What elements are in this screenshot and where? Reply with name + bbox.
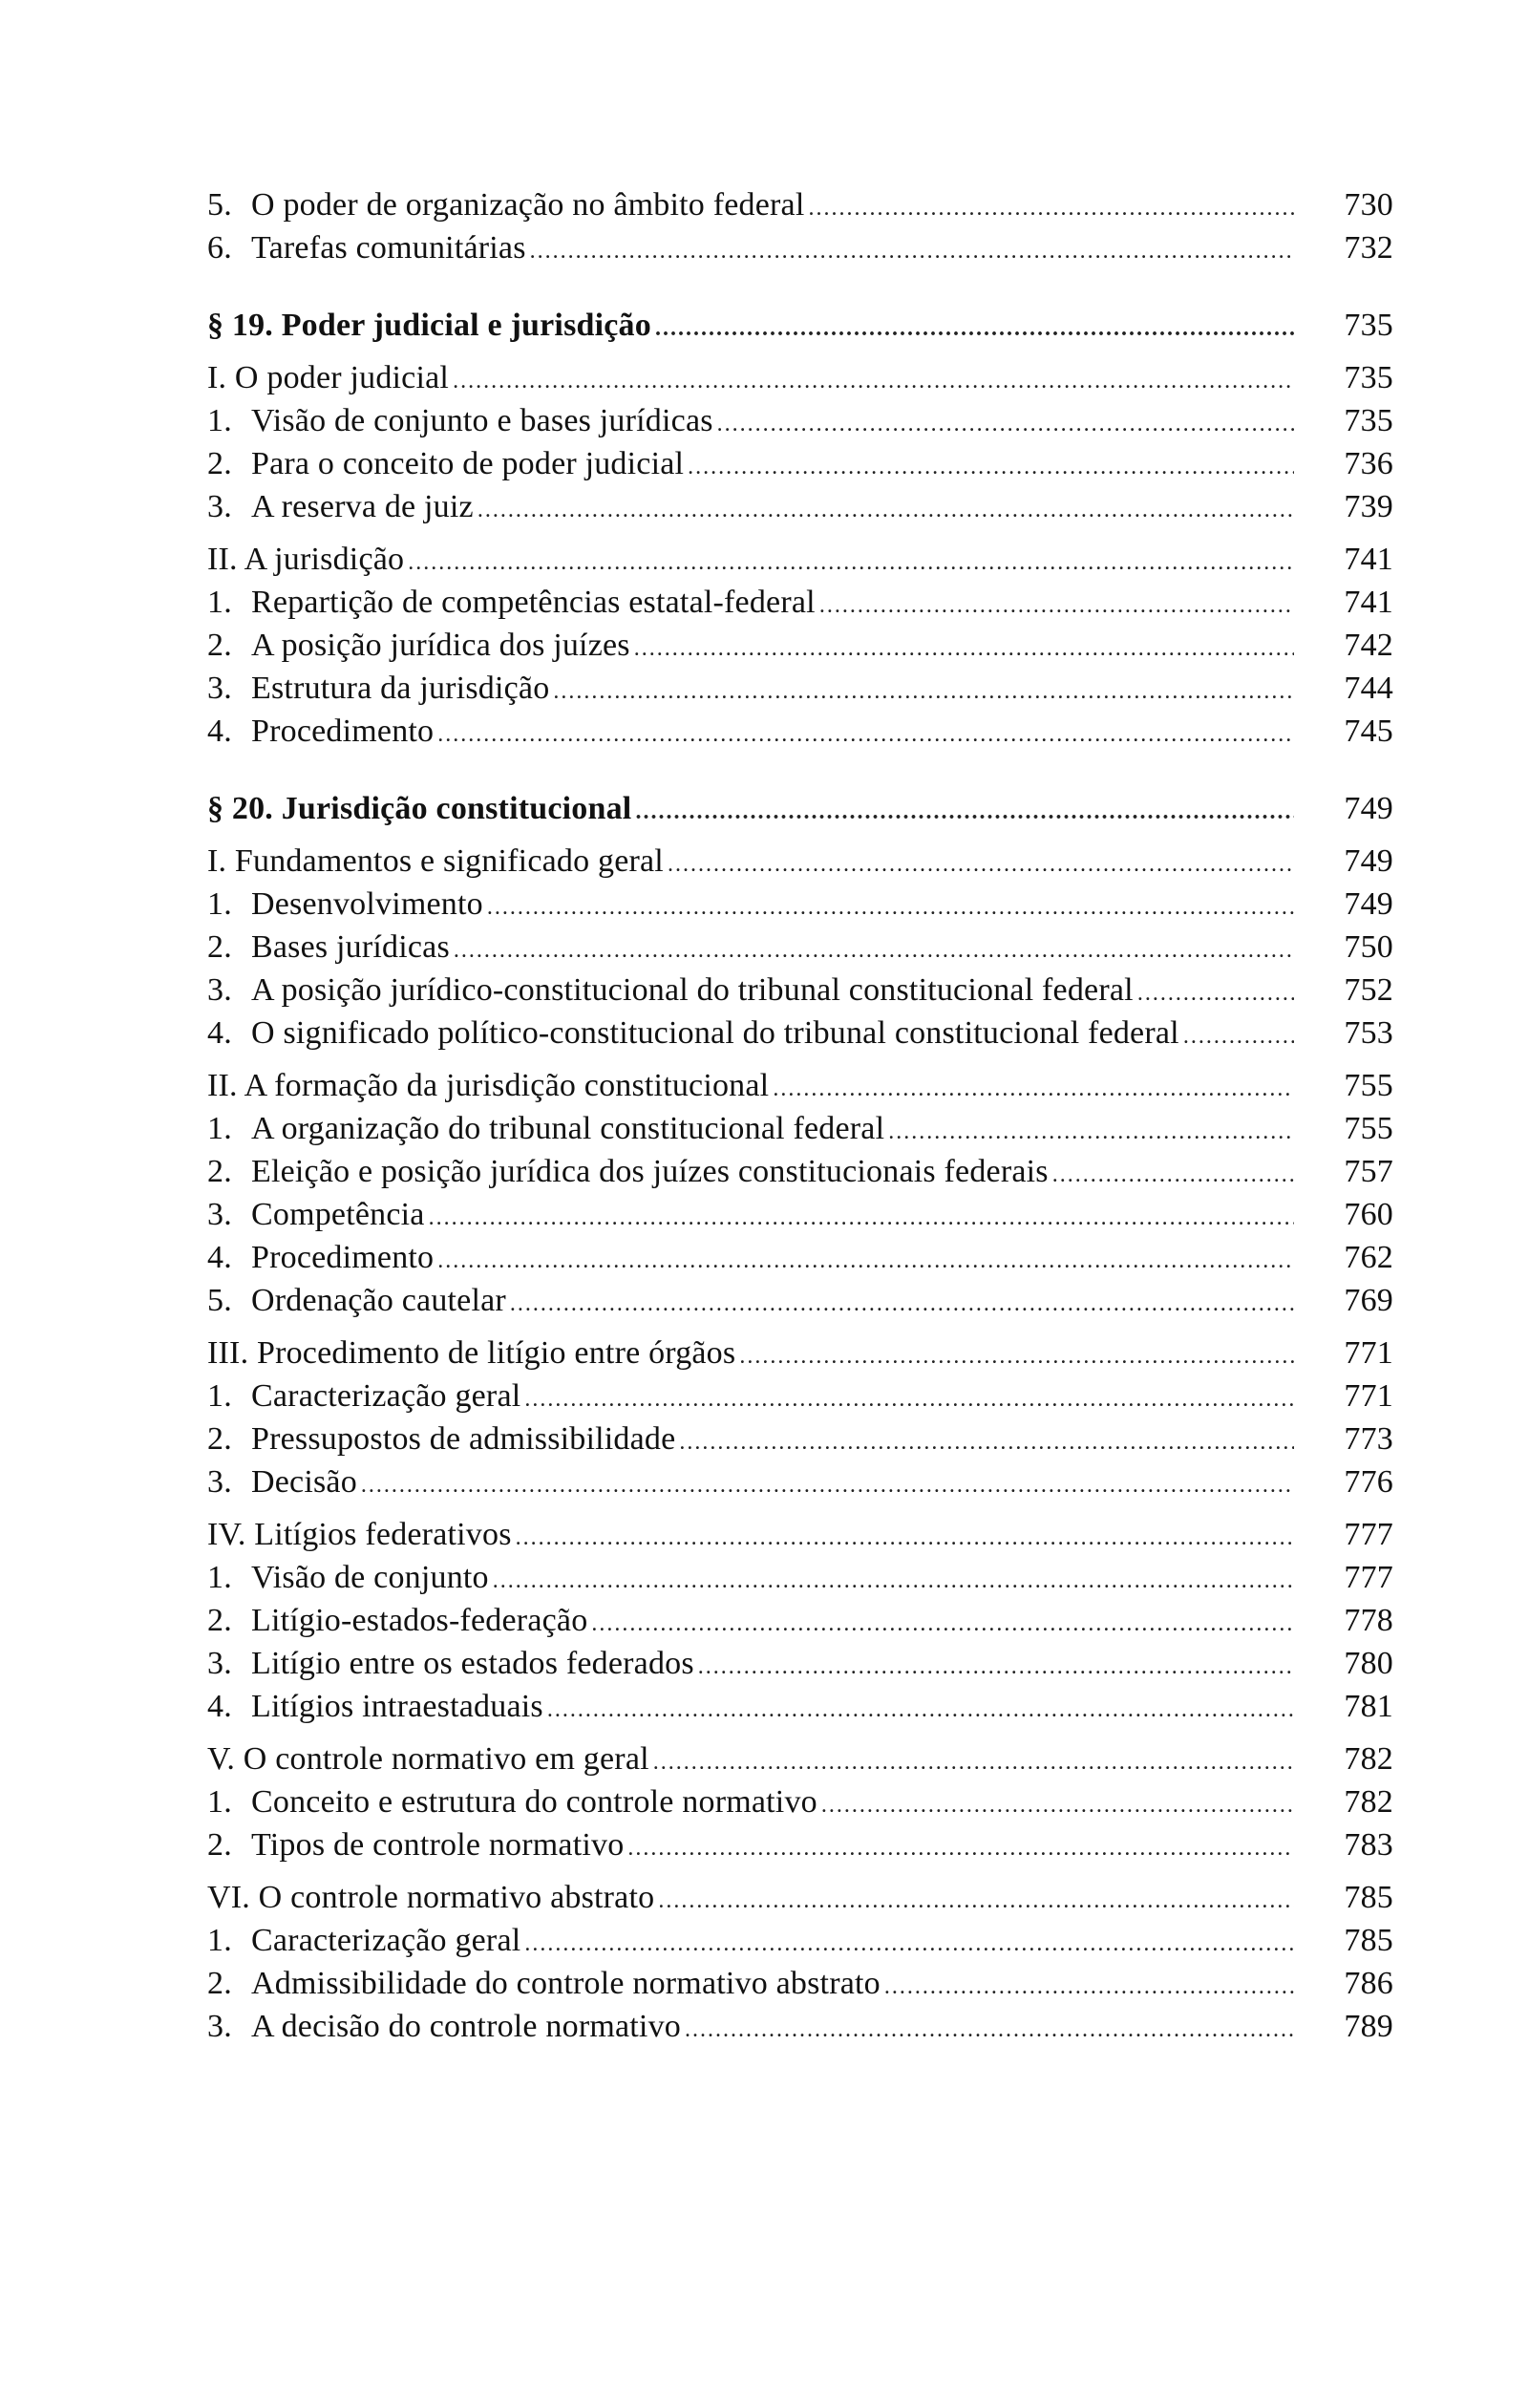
toc-group-title	[207, 538, 1393, 581]
toc-entry-number: 6.	[207, 230, 232, 266]
toc-entry-number: 1.	[207, 886, 232, 922]
toc-entry-number: 4.	[207, 714, 232, 749]
toc-entry-page: 744	[1344, 671, 1393, 706]
section-heading-20	[207, 787, 1393, 830]
dot-leader	[516, 1517, 1294, 1560]
toc-entry-number: 2.	[207, 929, 232, 965]
toc-entry-number: 5.	[207, 1283, 232, 1318]
dot-leader	[408, 542, 1294, 585]
toc-entry	[207, 1642, 1393, 1685]
toc-entry-number: 3.	[207, 1646, 232, 1681]
toc-entry-title: Litígios intraestaduais	[251, 1689, 543, 1724]
toc-entry-number: 1.	[207, 1560, 232, 1595]
group-title: V. O controle normativo em geral	[207, 1741, 649, 1777]
toc-entry-number: 3.	[207, 972, 232, 1008]
toc-entry	[207, 1193, 1393, 1236]
section-heading-19	[207, 304, 1393, 347]
toc-entry-title: Estrutura da jurisdição	[251, 671, 550, 706]
toc-entry-page: 786	[1344, 1966, 1393, 2001]
toc-entry-title: Caracterização geral	[251, 1923, 521, 1958]
dot-leader	[821, 1784, 1294, 1827]
toc-entry	[207, 1107, 1393, 1150]
toc-entry	[207, 226, 1393, 269]
toc-entry-page: 730	[1344, 187, 1393, 223]
toc-entry-page: 777	[1344, 1560, 1393, 1595]
toc-entry	[207, 1150, 1393, 1193]
group-page: 755	[1344, 1068, 1393, 1103]
toc-entry	[207, 1919, 1393, 1962]
group-page: 777	[1344, 1517, 1393, 1552]
toc-entry-page: 755	[1344, 1111, 1393, 1146]
toc-entry-title: A posição jurídico-constitucional do tribunal constitucional federal	[251, 972, 1134, 1008]
toc-entry-page: 742	[1344, 628, 1393, 663]
dot-leader	[524, 1923, 1294, 1966]
toc-entry-page: 739	[1344, 489, 1393, 524]
dot-leader	[524, 1378, 1294, 1421]
group-title: I. Fundamentos e significado geral	[207, 843, 664, 879]
toc-entry-number: 2.	[207, 1421, 232, 1457]
toc-entry	[207, 1962, 1393, 2005]
dot-leader	[634, 628, 1294, 671]
dot-leader	[635, 791, 1294, 834]
toc-entry	[207, 1823, 1393, 1866]
group-page: 749	[1344, 843, 1393, 879]
dot-leader	[1137, 972, 1294, 1015]
section-title: § 20. Jurisdição constitucional	[207, 791, 632, 826]
toc-entry-page: 736	[1344, 446, 1393, 481]
toc-entry-page: 782	[1344, 1784, 1393, 1820]
toc-entry-number: 1.	[207, 1784, 232, 1820]
toc-entry-number: 2.	[207, 1827, 232, 1863]
toc-entry-title: A posição jurídica dos juízes	[251, 628, 630, 663]
toc-entry	[207, 710, 1393, 753]
toc-entry-title: O significado político-constitucional do tribunal constitucional federal	[251, 1015, 1179, 1051]
toc-entry-page: 776	[1344, 1464, 1393, 1500]
group-title: VI. O controle normativo abstrato	[207, 1880, 655, 1915]
toc-entry-title: Litígio-estados-federação	[251, 1603, 588, 1638]
toc-entry-title: Bases jurídicas	[251, 929, 450, 965]
table-of-contents	[207, 183, 1393, 2048]
toc-entry-title: Ordenação cautelar	[251, 1283, 506, 1318]
toc-entry	[207, 624, 1393, 667]
toc-group-title	[207, 1332, 1393, 1374]
toc-entry-page: 781	[1344, 1689, 1393, 1724]
toc-entry-number: 1.	[207, 1378, 232, 1414]
toc-entry-title: Admissibilidade do controle normativo abstrato	[251, 1966, 881, 2001]
toc-group-title	[207, 840, 1393, 883]
group-title: II. A jurisdição	[207, 542, 405, 577]
toc-entry-title: Para o conceito de poder judicial	[251, 446, 685, 481]
toc-entry-number: 3.	[207, 671, 232, 706]
dot-leader	[819, 585, 1294, 628]
toc-entry-page: 757	[1344, 1154, 1393, 1189]
toc-entry-page: 762	[1344, 1240, 1393, 1275]
toc-entry	[207, 1374, 1393, 1417]
toc-entry-title: Tarefas comunitárias	[251, 230, 526, 266]
toc-entry	[207, 399, 1393, 442]
toc-entry-page: 769	[1344, 1283, 1393, 1318]
dot-leader	[1183, 1015, 1294, 1058]
toc-entry-title: Repartição de competências estatal-federal	[251, 585, 816, 620]
toc-entry-title: A organização do tribunal constitucional federal	[251, 1111, 885, 1146]
toc-entry-title: Pressupostos de admissibilidade	[251, 1421, 676, 1457]
toc-entry-number: 1.	[207, 1923, 232, 1958]
toc-entry	[207, 2005, 1393, 2048]
toc-entry	[207, 926, 1393, 969]
dot-leader	[627, 1827, 1294, 1870]
toc-entry-page: 780	[1344, 1646, 1393, 1681]
dot-leader	[739, 1335, 1294, 1378]
dot-leader	[658, 1880, 1294, 1923]
toc-entry	[207, 581, 1393, 624]
toc-entry-number: 2.	[207, 446, 232, 481]
group-title: I. O poder judicial	[207, 360, 450, 395]
toc-entry-number: 1.	[207, 585, 232, 620]
toc-group-title	[207, 1876, 1393, 1919]
dot-leader	[591, 1603, 1294, 1646]
toc-entry-page: 783	[1344, 1827, 1393, 1863]
dot-leader	[888, 1111, 1294, 1154]
toc-entry-number: 4.	[207, 1015, 232, 1051]
toc-entry-title: Procedimento	[251, 1240, 435, 1275]
dot-leader	[717, 403, 1294, 446]
toc-entry-page: 771	[1344, 1378, 1393, 1414]
dot-leader	[453, 360, 1294, 403]
toc-entry	[207, 969, 1393, 1012]
dot-leader	[478, 489, 1294, 532]
dot-leader	[653, 1741, 1294, 1784]
toc-entry-title: A decisão do controle normativo	[251, 2009, 681, 2044]
dot-leader	[487, 886, 1294, 929]
toc-entry-page: 773	[1344, 1421, 1393, 1457]
dot-leader	[547, 1689, 1294, 1732]
toc-entry-number: 3.	[207, 1197, 232, 1232]
toc-entry-page: 749	[1344, 886, 1393, 922]
toc-entry-number: 2.	[207, 628, 232, 663]
dot-leader	[437, 714, 1294, 756]
toc-entry-page: 789	[1344, 2009, 1393, 2044]
dot-leader	[429, 1197, 1294, 1240]
toc-entry-page: 750	[1344, 929, 1393, 965]
toc-entry-title: Caracterização geral	[251, 1378, 521, 1414]
dot-leader	[454, 929, 1294, 972]
dot-leader	[655, 308, 1294, 351]
toc-entry-page: 753	[1344, 1015, 1393, 1051]
toc-entry	[207, 1417, 1393, 1460]
group-title: III. Procedimento de litígio entre órgãos	[207, 1335, 736, 1371]
group-page: 741	[1344, 542, 1393, 577]
dot-leader	[493, 1560, 1294, 1603]
toc-entry-title: Visão de conjunto	[251, 1560, 489, 1595]
toc-entry-number: 4.	[207, 1240, 232, 1275]
toc-entry-page: 745	[1344, 714, 1393, 749]
dot-leader	[510, 1283, 1294, 1326]
toc-entry-title: A reserva de juiz	[251, 489, 474, 524]
toc-entry	[207, 1685, 1393, 1728]
toc-entry-number: 1.	[207, 403, 232, 438]
toc-entry	[207, 485, 1393, 528]
section-page: 735	[1344, 308, 1393, 343]
toc-entry	[207, 1780, 1393, 1823]
toc-group-title	[207, 1737, 1393, 1780]
toc-entry-number: 2.	[207, 1154, 232, 1189]
group-page: 785	[1344, 1880, 1393, 1915]
toc-entry	[207, 1599, 1393, 1642]
toc-entry-title: Desenvolvimento	[251, 886, 483, 922]
toc-entry-title: Decisão	[251, 1464, 357, 1500]
dot-leader	[688, 446, 1294, 489]
toc-entry	[207, 1556, 1393, 1599]
toc-entry-page: 752	[1344, 972, 1393, 1008]
section-page: 749	[1344, 791, 1393, 826]
toc-entry-title: O poder de organização no âmbito federal	[251, 187, 805, 223]
group-title: IV. Litígios federativos	[207, 1517, 512, 1552]
toc-entry	[207, 1279, 1393, 1322]
toc-entry-title: Competência	[251, 1197, 425, 1232]
toc-entry-page: 760	[1344, 1197, 1393, 1232]
group-page: 735	[1344, 360, 1393, 395]
toc-entry-title: Tipos de controle normativo	[251, 1827, 625, 1863]
toc-entry	[207, 667, 1393, 710]
toc-entry-title: Conceito e estrutura do controle normativo	[251, 1784, 817, 1820]
dot-leader	[437, 1240, 1294, 1283]
toc-entry-page: 741	[1344, 585, 1393, 620]
dot-leader	[530, 230, 1294, 273]
toc-entry	[207, 1012, 1393, 1055]
toc-entry	[207, 1460, 1393, 1503]
toc-entry-number: 4.	[207, 1689, 232, 1724]
toc-entry-page: 778	[1344, 1603, 1393, 1638]
toc-entry-title: Procedimento	[251, 714, 435, 749]
dot-leader	[679, 1421, 1294, 1464]
toc-entry-number: 2.	[207, 1966, 232, 2001]
toc-entry-title: Visão de conjunto e bases jurídicas	[251, 403, 713, 438]
toc-entry-page: 785	[1344, 1923, 1393, 1958]
toc-group-title	[207, 1064, 1393, 1107]
toc-entry-number: 3.	[207, 489, 232, 524]
dot-leader	[1052, 1154, 1294, 1197]
dot-leader	[884, 1966, 1294, 2009]
toc-entry-title: Litígio entre os estados federados	[251, 1646, 694, 1681]
toc-entry-number: 2.	[207, 1603, 232, 1638]
toc-entry-page: 735	[1344, 403, 1393, 438]
toc-entry	[207, 183, 1393, 226]
toc-entry	[207, 883, 1393, 926]
dot-leader	[668, 843, 1294, 886]
group-title: II. A formação da jurisdição constitucional	[207, 1068, 770, 1103]
toc-entry	[207, 442, 1393, 485]
dot-leader	[698, 1646, 1294, 1689]
toc-entry	[207, 1236, 1393, 1279]
toc-group-title	[207, 356, 1393, 399]
dot-leader	[553, 671, 1294, 714]
dot-leader	[773, 1068, 1294, 1111]
dot-leader	[685, 2009, 1294, 2052]
toc-entry-number: 3.	[207, 2009, 232, 2044]
toc-entry-number: 1.	[207, 1111, 232, 1146]
toc-entry-page: 732	[1344, 230, 1393, 266]
toc-entry-title: Eleição e posição jurídica dos juízes constitucionais federais	[251, 1154, 1049, 1189]
toc-entry-number: 5.	[207, 187, 232, 223]
dot-leader	[361, 1464, 1294, 1507]
section-title: § 19. Poder judicial e jurisdição	[207, 308, 651, 343]
group-page: 782	[1344, 1741, 1393, 1777]
toc-entry-number: 3.	[207, 1464, 232, 1500]
group-page: 771	[1344, 1335, 1393, 1371]
toc-group-title	[207, 1513, 1393, 1556]
dot-leader	[808, 187, 1294, 230]
